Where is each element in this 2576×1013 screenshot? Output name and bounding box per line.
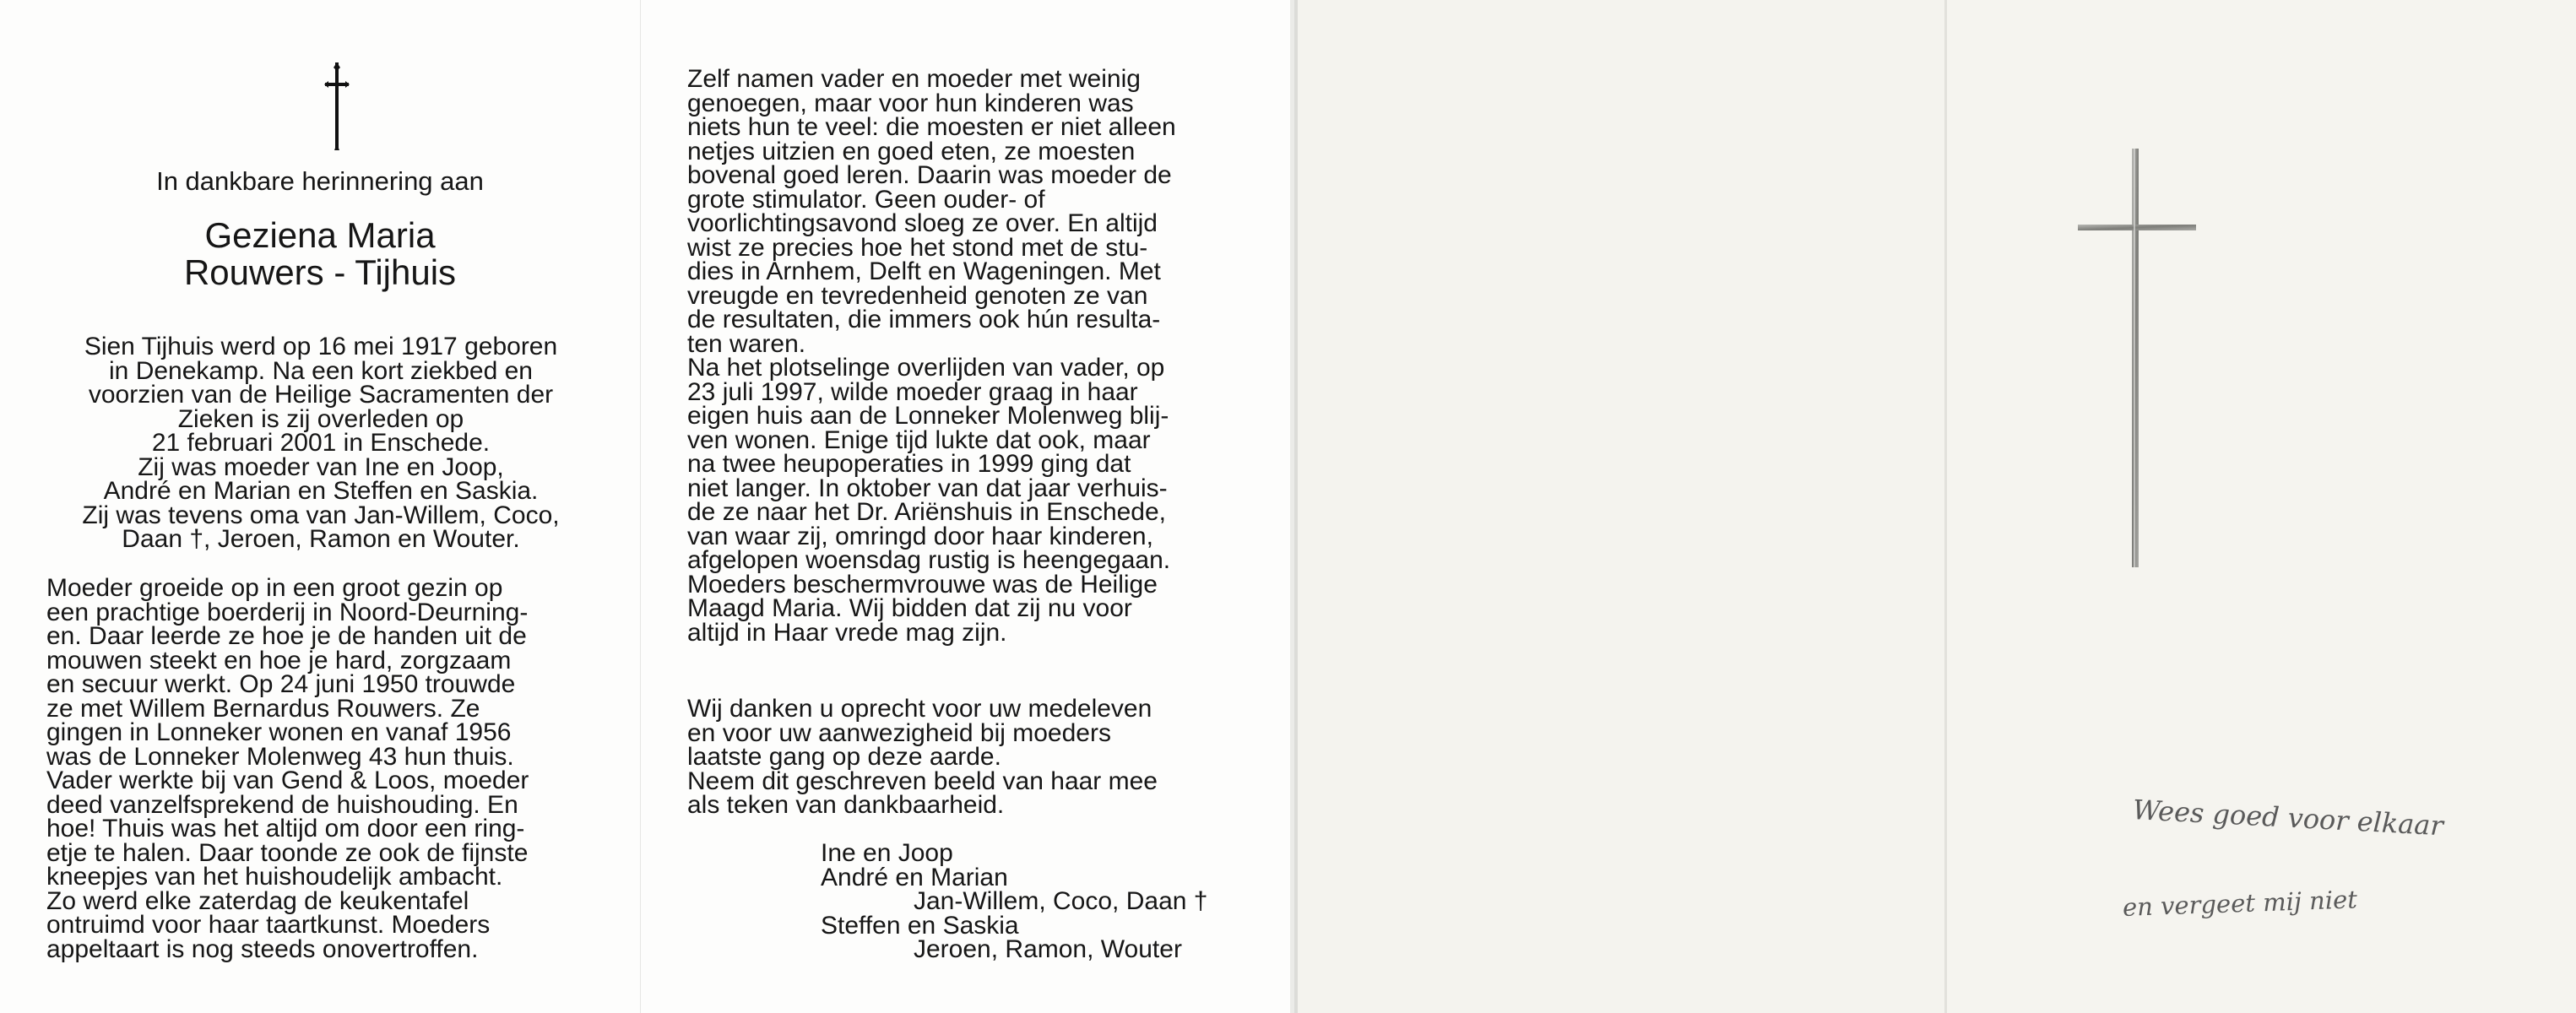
life-story-block <box>46 574 614 963</box>
intro-text: In dankbare herinnering aan <box>156 166 484 196</box>
thanks-block <box>687 697 1261 818</box>
story-line: Vader werkte bij van Gend & Loos, moeder <box>46 767 529 794</box>
name-line-first: Geziena Maria <box>204 215 436 255</box>
bio-line: André en Marian en Steffen en Saskia. <box>103 477 539 505</box>
story-line: Moeder groeide op in een groot gezin op <box>46 574 503 602</box>
story-line: mouwen steekt en hoe je hard, zorgzaam <box>46 646 512 674</box>
story-line: was de Lonneker Molenweg 43 hun thuis. <box>46 742 514 771</box>
story-line: een prachtige boerderij in Noord-Deurning- <box>46 598 529 626</box>
story-line: ze met Willem Bernardus Rouwers. Ze <box>46 694 480 723</box>
silver-cross-icon <box>2078 149 2196 567</box>
bio-line: Zieken is zij overleden op <box>177 404 464 433</box>
bio-line: Zij was moeder van Ine en Joop, <box>138 452 504 481</box>
thanks-line: en voor uw aanwezigheid bij moeders <box>687 718 1111 747</box>
story-line: etje te halen. Daar toonde ze ook de fijnste <box>46 838 529 867</box>
bio-line: Zij was tevens oma van Jan-Willem, Coco, <box>82 501 560 529</box>
story-line: na twee heupoperaties in 1999 ging dat <box>687 450 1131 478</box>
story-line: wist ze precies hoe het stond met de stu- <box>687 233 1148 262</box>
story-line: de ze naar het Dr. Ariënshuis in Enschede, <box>687 498 1167 526</box>
story-line: en. Daar leerde ze hoe je de handen uit de <box>46 622 527 650</box>
story-line: Na het plotselinge overlijden van vader, op <box>687 354 1165 382</box>
signature-line: Ine en Joop <box>821 839 953 867</box>
story-line: appeltaart is nog steeds onovertroffen. <box>46 934 479 963</box>
signature-line: André en Marian <box>821 863 1008 891</box>
story-line: afgelopen woensdag rustig is heengegaan. <box>687 546 1171 574</box>
story-line: hoe! Thuis was het altijd om door een ring- <box>46 815 525 842</box>
biography-block <box>34 335 608 552</box>
story-line: 23 juli 1997, wilde moeder graag in haar <box>687 377 1138 406</box>
bio-line: voorzien van de Heilige Sacramenten der <box>88 381 554 409</box>
story-line: en secuur werkt. Op 24 juni 1950 trouwde <box>46 670 516 698</box>
story-line: Zelf namen vader en moeder met weinig <box>687 65 1141 93</box>
story-line: bovenal goed leren. Daarin was moeder de <box>687 161 1172 189</box>
left-inner-page <box>0 0 640 1013</box>
story-line: Moeders beschermvrouwe was de Heilige <box>687 570 1158 599</box>
story-line: deed vanzelfsprekend de huishouding. En <box>46 790 518 819</box>
front-cover <box>1944 0 2576 1013</box>
story-line: vreugde en tevredenheid genoten ze van <box>687 281 1148 310</box>
cover-verse-line-1: Wees goed voor elkaar <box>2132 794 2444 842</box>
story-line: kneepjes van het huishoudelijk ambacht. <box>46 863 503 891</box>
cross-icon <box>324 62 350 150</box>
story-line: genoegen, maar voor hun kinderen was <box>687 89 1134 117</box>
signature-line: Steffen en Saskia <box>821 911 1019 940</box>
back-cover-blank <box>1294 0 1944 1013</box>
bio-line: in Denekamp. Na een kort ziekbed en <box>109 356 533 385</box>
right-inner-page <box>640 0 1290 1013</box>
bio-line: Sien Tijhuis werd op 16 mei 1917 geboren <box>84 333 558 360</box>
signature-line: Jan-Willem, Coco, Daan † <box>914 887 1208 915</box>
deceased-name <box>0 217 640 291</box>
cover-verse-line-2: en vergeet mij niet <box>2122 885 2358 922</box>
story-line: dies in Arnhem, Delft en Wageningen. Met <box>687 257 1161 285</box>
thanks-line: Wij danken u oprecht voor uw medeleven <box>687 695 1152 723</box>
story-line: ten waren. <box>687 329 806 358</box>
continued-story-block <box>687 65 1261 647</box>
story-line: voorlichtingsavond sloeg ze over. En altijd <box>687 209 1158 237</box>
story-line: altijd in Haar vrede mag zijn. <box>687 618 1007 647</box>
story-line: niet langer. In oktober van dat jaar verhuis- <box>687 474 1168 502</box>
thanks-line: als teken van dankbaarheid. <box>687 791 1005 819</box>
story-line: van waar zij, omringd door haar kinderen, <box>687 522 1153 550</box>
story-line: ontruimd voor haar taartkunst. Moeders <box>46 911 491 939</box>
bio-line: Daan †, Jeroen, Ramon en Wouter. <box>122 525 520 553</box>
thanks-line: Neem dit geschreven beeld van haar mee <box>687 767 1158 795</box>
story-line: gingen in Lonneker wonen en vanaf 1956 <box>46 718 512 746</box>
story-line: Zo werd elke zaterdag de keukentafel <box>46 886 469 915</box>
thanks-line: laatste gang op deze aarde. <box>687 743 1001 771</box>
story-line: grote stimulator. Geen ouder- of <box>687 185 1045 214</box>
story-line: netjes uitzien en goed eten, ze moesten <box>687 137 1136 165</box>
story-line: niets hun te veel: die moesten er niet alleen <box>687 113 1176 141</box>
bio-line: 21 februari 2001 in Enschede. <box>151 429 491 457</box>
story-line: ven wonen. Enige tijd lukte dat ook, maar <box>687 425 1151 454</box>
name-line-surnames: Rouwers - Tijhuis <box>183 252 457 292</box>
story-line: eigen huis aan de Lonneker Molenweg blij- <box>687 402 1169 430</box>
story-line: de resultaten, die immers ook hún resulta- <box>687 306 1161 333</box>
signature-line: Jeroen, Ramon, Wouter <box>914 935 1182 963</box>
family-signatures <box>821 839 1260 963</box>
story-line: Maagd Maria. Wij bidden dat zij nu voor <box>687 594 1132 622</box>
